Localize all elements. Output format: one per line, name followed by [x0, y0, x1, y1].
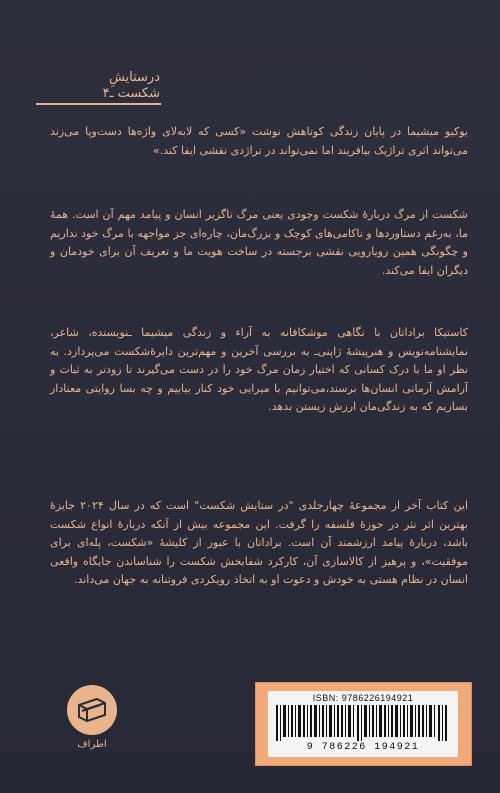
barcode-digits: 9 786226 194921	[306, 742, 420, 753]
blurb-paragraph-4: این کتاب آخر از مجموعهٔ چهارجلدی "در ستایش شکست" است که در سال ۲۰۲۴ جایزهٔ بهترین اثر نثر در حوزهٔ فلسفه را گرفت. این مجموعه بیش از آنکه دربارهٔ انواع شکست باشد، دربارهٔ پیامد ارزشمند آن است. براداتان با عبور از کلیشهٔ «شکست، پله‌ای برای موفقیت»، و پرهیز از کالاسازی آن، کارکرد شفابخش شکست را شناساندن جایگاه واقعی انسان در نظام هستی به خودش و دعوت او به اتخاذ رویکردی فروتنانه به جهان می‌داند.	[50, 499, 469, 586]
series-title-line2: شکست ـ۴	[102, 86, 160, 101]
isbn-box	[255, 682, 472, 766]
blurb-paragraph-2: شکست از مرگ دربارهٔ شکست وجودی یعنی مرگ ناگزیر انسان و پیامد مهم آن است. همهٔ ما، به‌رغم دستاوردها و ناکامی‌های کوچک و بزرگ‌مان، چاره‌ای جز مواجهه با مرگ خود نداریم و چگونگی همین رویارویی نقشی برجسته در ساخت هویت ما و تعریف آن برای خودمان و دیگران ایفا می‌کند.	[50, 208, 468, 277]
book-stack-icon	[67, 685, 117, 735]
blurb-paragraph-1: یوکیو میشیما در پایان زندگی کوتاهش نوشت «کسی که لابه‌لای واژه‌ها دست‌وپا می‌زند می‌تواند اثری تراژیک بیافریند اما نمی‌تواند در تراژدی نقشی ایفا کند.»	[50, 125, 468, 157]
blurb-paragraph-3: کاستیکا براداتان با نگاهی موشکافانه به آراء و زندگی میشیما ـنویسنده، شاعر، نمایشنامه‌نویس و هنرپیشهٔ ژاپنی‌ـ به بررسی آخرین و مهم‌ترین دایرۀشکست می‌پردازد. به نظر او ما با درک کسانی که اختیار زمان مرگ خود را در دست می‌گیرند تا زودتر به ثبات و آرامش آرمانی انسان‌ها برسند،می‌توانیم با میرایی خود کنار بیاییم و چه بسا روایتی معنادار بسازیم که به زندگی‌مان ارزش زیستن بدهد.	[50, 326, 468, 413]
publisher-name: اطراف	[77, 739, 107, 750]
isbn-label: ISBN: 9786226194921	[312, 693, 414, 703]
series-title	[40, 70, 160, 102]
series-divider	[36, 103, 161, 105]
barcode-panel	[268, 691, 458, 757]
publisher-logo	[67, 685, 117, 735]
series-title-line1: درستایشِ	[108, 70, 160, 85]
barcode	[274, 705, 452, 741]
